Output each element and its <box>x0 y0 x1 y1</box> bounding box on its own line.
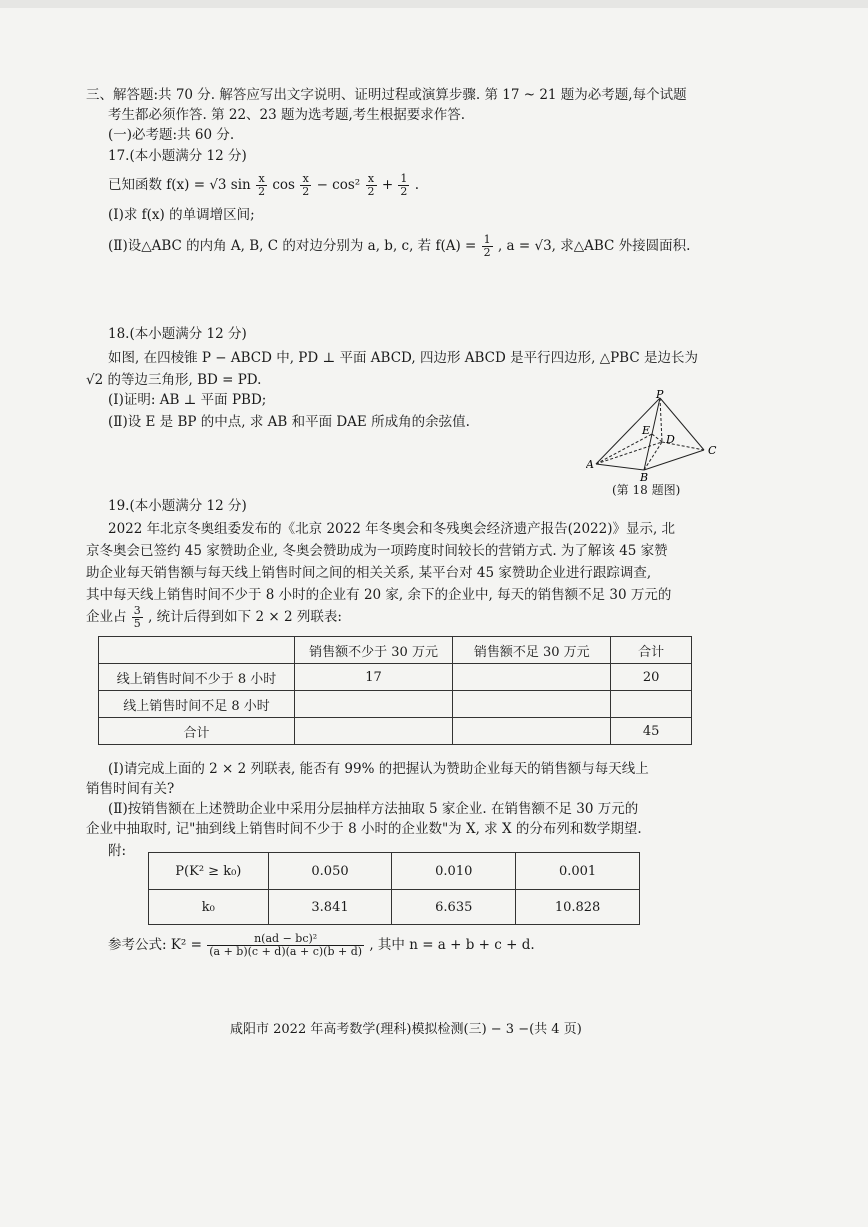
q18-part2: (Ⅱ)设 E 是 BP 的中点, 求 AB 和平面 DAE 所成角的余弦值. <box>108 414 470 430</box>
table-cell: 线上销售时间不少于 8 小时 <box>99 664 295 691</box>
q17-frac-x-over-2-c: $\frac{x}{2}$ <box>367 172 375 198</box>
q17-minus-cos2: − cos² <box>316 177 365 193</box>
q17-part1: (Ⅰ)求 f(x) 的单调增区间; <box>108 207 255 223</box>
edge-ab <box>596 464 644 470</box>
table-cell: 0.050 <box>268 853 392 890</box>
label-p: P <box>656 390 664 401</box>
q19-title: 19.(本小题满分 12 分) <box>108 498 247 514</box>
table-cell <box>453 691 611 718</box>
required-section-heading: (一)必考题:共 60 分. <box>108 127 235 143</box>
table-cell: P(K² ≥ k₀) <box>149 853 269 890</box>
q17-plus: + <box>381 177 394 193</box>
q19-part1-a: (Ⅰ)请完成上面的 2 × 2 列联表, 能否有 99% 的把握认为赞助企业每天的销售额与每天线上 <box>108 761 649 777</box>
q19-frac-3-5: $\frac{3}{5}$ <box>133 604 141 630</box>
q17-part2-b: , a = √3, 求△ABC 外接圆面积. <box>497 238 691 254</box>
table-row <box>99 691 692 718</box>
table-header-cell: 合计 <box>611 637 692 664</box>
q19-appendix-label: 附: <box>108 843 127 859</box>
q17-stem <box>108 172 419 198</box>
page-footer: 咸阳市 2022 年高考数学(理科)模拟检测(三) − 3 −(共 4 页) <box>230 1022 582 1037</box>
q19-part2-b: 企业中抽取时, 记"抽到线上销售时间不少于 8 小时的企业数"为 X, 求 X 的分布列和数学期望. <box>86 821 642 837</box>
label-c: C <box>708 444 717 457</box>
label-a: A <box>586 458 594 471</box>
q17-part2-a: (Ⅱ)设△ABC 的内角 A, B, C 的对边分别为 a, b, c, 若 f(A) = <box>108 238 477 254</box>
section-instructions-line2: 考生都必须作答. 第 22、23 题为选考题,考生根据要求作答. <box>108 107 466 123</box>
q17-frac-1-over-2: $\frac{1}{2}$ <box>400 172 408 198</box>
q18-part1: (Ⅰ)证明: AB ⊥ 平面 PBD; <box>108 392 267 408</box>
section-instructions-line1: 三、解答题:共 70 分. 解答应写出文字说明、证明过程或演算步骤. 第 17 ~ 21 题为必考题,每个试题 <box>86 87 687 103</box>
table-cell: 合计 <box>99 718 295 745</box>
edge-ae <box>596 434 652 464</box>
table-row <box>99 664 692 691</box>
table-cell: 线上销售时间不足 8 小时 <box>99 691 295 718</box>
table-cell <box>294 691 452 718</box>
table-cell: 20 <box>611 664 692 691</box>
q17-part2 <box>108 232 690 260</box>
label-d: D <box>666 433 675 446</box>
formula-fraction: $\frac{\text{n(ad − bc)²}}{(a + b)(c + d)(a + c)(b + d)}$ <box>209 932 363 958</box>
q17-period: . <box>414 177 420 193</box>
formula-suffix: , 其中 n = a + b + c + d. <box>369 937 535 953</box>
edge-bc <box>644 450 704 470</box>
table-cell: 10.828 <box>516 890 640 925</box>
table-header-cell <box>99 637 295 664</box>
q18-line1: 如图, 在四棱锥 P − ABCD 中, PD ⊥ 平面 ABCD, 四边形 ABCD 是平行四边形, △PBC 是边长为 <box>108 350 698 366</box>
table-cell <box>294 718 452 745</box>
q17-part2-frac: $\frac{1}{2}$ <box>483 233 491 259</box>
q18-pyramid-figure <box>586 390 726 482</box>
table-cell: 45 <box>611 718 692 745</box>
table-row <box>99 718 692 745</box>
q19-line1: 2022 年北京冬奥组委发布的《北京 2022 年冬奥会和冬残奥会经济遗产报告(2022)》显示, 北 <box>108 521 676 537</box>
q17-frac-x-over-2-b: $\frac{x}{2}$ <box>302 172 310 198</box>
q17-stem-prefix: 已知函数 f(x) = √3 sin <box>108 177 251 193</box>
q19-part2-a: (Ⅱ)按销售额在上述赞助企业中采用分层抽样方法抽取 5 家企业. 在销售额不足 30 万元的 <box>108 801 639 817</box>
table-cell: 17 <box>294 664 452 691</box>
table-cell: k₀ <box>149 890 269 925</box>
table-cell: 3.841 <box>268 890 392 925</box>
label-e: E <box>642 424 651 437</box>
formula-prefix: 参考公式: K² = <box>108 937 202 953</box>
q17-frac-x-over-2-a: $\frac{x}{2}$ <box>258 172 266 198</box>
table-cell: 0.001 <box>516 853 640 890</box>
q18-figure-caption: (第 18 题图) <box>612 483 681 497</box>
q19-line5 <box>86 602 342 632</box>
edge-ad <box>596 442 662 464</box>
q19-line5-suffix: , 统计后得到如下 2 × 2 列联表: <box>148 609 342 625</box>
table-cell <box>453 718 611 745</box>
q19-part1-b: 销售时间有关? <box>86 781 175 797</box>
table-cell <box>453 664 611 691</box>
reference-formula <box>108 930 535 960</box>
edge-ed <box>652 434 662 442</box>
q18-line2: √2 的等边三角形, BD = PD. <box>86 372 262 388</box>
q17-cos: cos <box>272 177 295 193</box>
scan-edge <box>0 0 868 8</box>
table-row <box>149 853 640 890</box>
q17-title: 17.(本小题满分 12 分) <box>108 148 247 164</box>
q19-line4: 其中每天线上销售时间不少于 8 小时的企业有 20 家, 余下的企业中, 每天的销售额不足 30 万元的 <box>86 587 672 603</box>
edge-pa <box>596 398 660 464</box>
table-cell <box>611 691 692 718</box>
q19-line3: 助企业每天销售额与每天线上销售时间之间的相关关系, 某平台对 45 家赞助企业进行跟踪调查, <box>86 565 652 581</box>
q18-title: 18.(本小题满分 12 分) <box>108 326 247 342</box>
table-cell: 0.010 <box>392 853 516 890</box>
q19-line2: 京冬奥会已签约 45 家赞助企业, 冬奥会赞助成为一项跨度时间较长的营销方式. 为了解该 45 家赞 <box>86 543 668 559</box>
table-row <box>149 890 640 925</box>
q19-line5-prefix: 企业占 <box>86 609 127 625</box>
edge-pd <box>660 398 662 442</box>
contingency-table <box>98 636 692 745</box>
table-cell: 6.635 <box>392 890 516 925</box>
table-header-row <box>99 637 692 664</box>
label-b: B <box>640 471 649 482</box>
reference-table <box>148 852 640 925</box>
table-header-cell: 销售额不少于 30 万元 <box>294 637 452 664</box>
table-header-cell: 销售额不足 30 万元 <box>453 637 611 664</box>
